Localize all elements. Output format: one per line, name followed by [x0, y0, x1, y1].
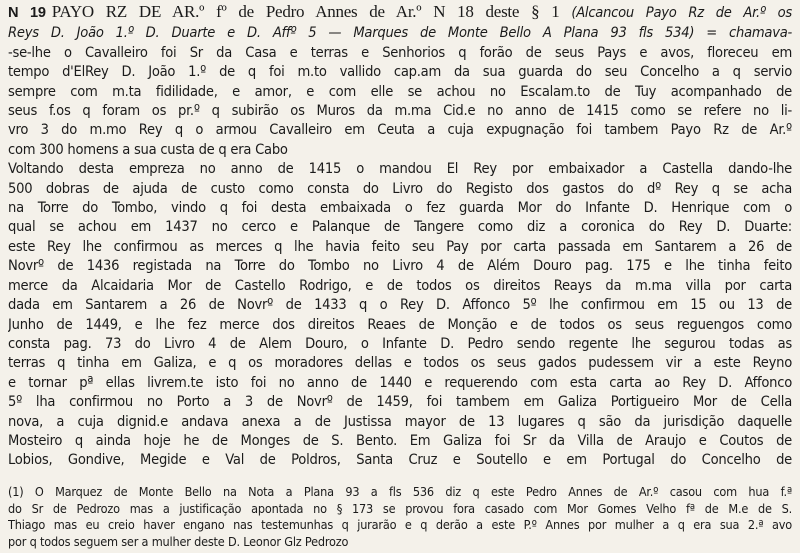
footnote-line: (1) O Marquez de Monte Bello na Nota a Plana 93 a fls 536 diz q este Pedro Annes de Ar.º casou com hua f.ª [8, 484, 792, 499]
text-line: Junho de 1449, e lhe fez merce dos direitos Reaes de Monção e de todos os seus reguengos como [8, 315, 792, 333]
entry-title: PAYO RZ DE AR.º fº de Pedro Annes de Ar.º N 18 deste § 1 [51, 2, 560, 21]
text-line: com 300 homens a sua custa de q era Cabo [8, 140, 288, 158]
text-line: Lobios, Gondive, Megide e Val de Poldros, Santa Cruz e Soutello e em Portugal do Concelho de [8, 451, 792, 469]
entry-heading-line [8, 2, 792, 23]
footnote-line: por q todos seguem ser a mulher deste D. Leonor Glz Pedrozo [8, 533, 349, 549]
text-line: Mosteiro q ainda hoje he de Monges de S. Bento. Em Galiza foi Sr da Villa de Araujo e Coutos de [8, 431, 792, 449]
text-line: 5º lha confirmou no Porto a 3 de Novrº de 1459, foi tambem em Galiza Portigueiro Mor de Cella [8, 393, 792, 411]
text-line: na Torre do Tombo, vindo q foi desta embaixada o fez guarda Mor do Infante D. Henrique com o [8, 199, 792, 217]
text-line: este Rey lhe confirmou as merces q lhe havia feito seu Pay por carta passada em Santarem a 26 de [8, 237, 792, 255]
text-line: seus f.os q foram os pr.º q subirão os Muros da m.ma Cid.e no anno de 1415 como se refere no li- [8, 102, 792, 120]
text-line: e tornar pª ellas livrem.te isto foi no anno de 1440 e requerendo com esta carta ao Rey D. Affonco [8, 373, 792, 391]
text-line: Reys D. João 1.º D. Duarte e D. Affº 5 — Marques de Monte Bello A Plana 93 fls 534) = chamava- [8, 24, 792, 42]
entry-title-note: (Alcancou Payo Rz de Ar.º os [571, 4, 792, 21]
footnote [8, 484, 792, 550]
text-line: 500 dobras de ajuda de custo como consta do Livro do Registo dos gastos do dº Rey q se acha [8, 179, 792, 197]
text-line: terras q tinha em Galiza, e q os moradores dellas e todos os seus gados pudessem vir a este Reyno [8, 354, 792, 372]
text-line: nova, a cuja dignid.e andava anexa a de Justissa mayor de 13 lugares q são da jurisdição daquelle [8, 412, 792, 430]
text-line: vro 3 do m.mo Rey q o armou Cavalleiro em Ceuta a cuja expugnação foi tambem Payo Rz de Ar.º [8, 121, 792, 139]
text-line: Novrº de 1436 registada na Torre do Tombo no Livro 4 de Além Douro pag. 175 e lhe tinha feito [8, 257, 792, 275]
footnote-line: Thiago mas eu creio haver engano nas testemunhas q jurarão e q derão a este P.º Annes por mulher a q era sua 2.ª avo [8, 517, 792, 532]
entry-number: N 19 [8, 5, 46, 21]
text-line: sempre com m.ta fidilidade, e amor, e com elle se achou no Escalam.to de Tuy acompanhado de [8, 82, 792, 100]
entry-body [8, 2, 792, 470]
text-line: consta pag. 73 do Livro 4 de Alem Douro, o Infante D. Pedro sendo regente lhe segurou todas as [8, 334, 792, 352]
text-line: -se-lhe o Cavalleiro foi Sr da Casa e terras e Senhorios q forão de seus Pays e avos, floreceu em [8, 43, 792, 61]
footnote-line: do Sr de Pedrozo mas a justificação apontada no § 173 se provou fora casado com Mor Gomes Velho fª de M.e de S. [8, 500, 792, 516]
text-line: dada em Santarem a 26 de Novrº de 1433 q o Rey D. Affonco 5º lhe confirmou em 15 ou 13 de [8, 296, 792, 314]
text-line: Voltando desta empreza no anno de 1415 o mandou El Rey por embaixador a Castella dando-lhe [8, 160, 792, 178]
text-line: tempo d'ElRey D. João 1.º de q foi m.to vallido cap.am da sua guarda do seu Concelho a q servio [8, 63, 792, 81]
text-line: merce da Alcaidaria Mor de Castello Rodrigo, e de todos os direitos Reays da m.ma villa por carta [8, 276, 792, 294]
text-line: qual se achou em 1437 no cerco e Palanque de Tangere como diz a coronica do Rey D. Duarte: [8, 218, 792, 236]
